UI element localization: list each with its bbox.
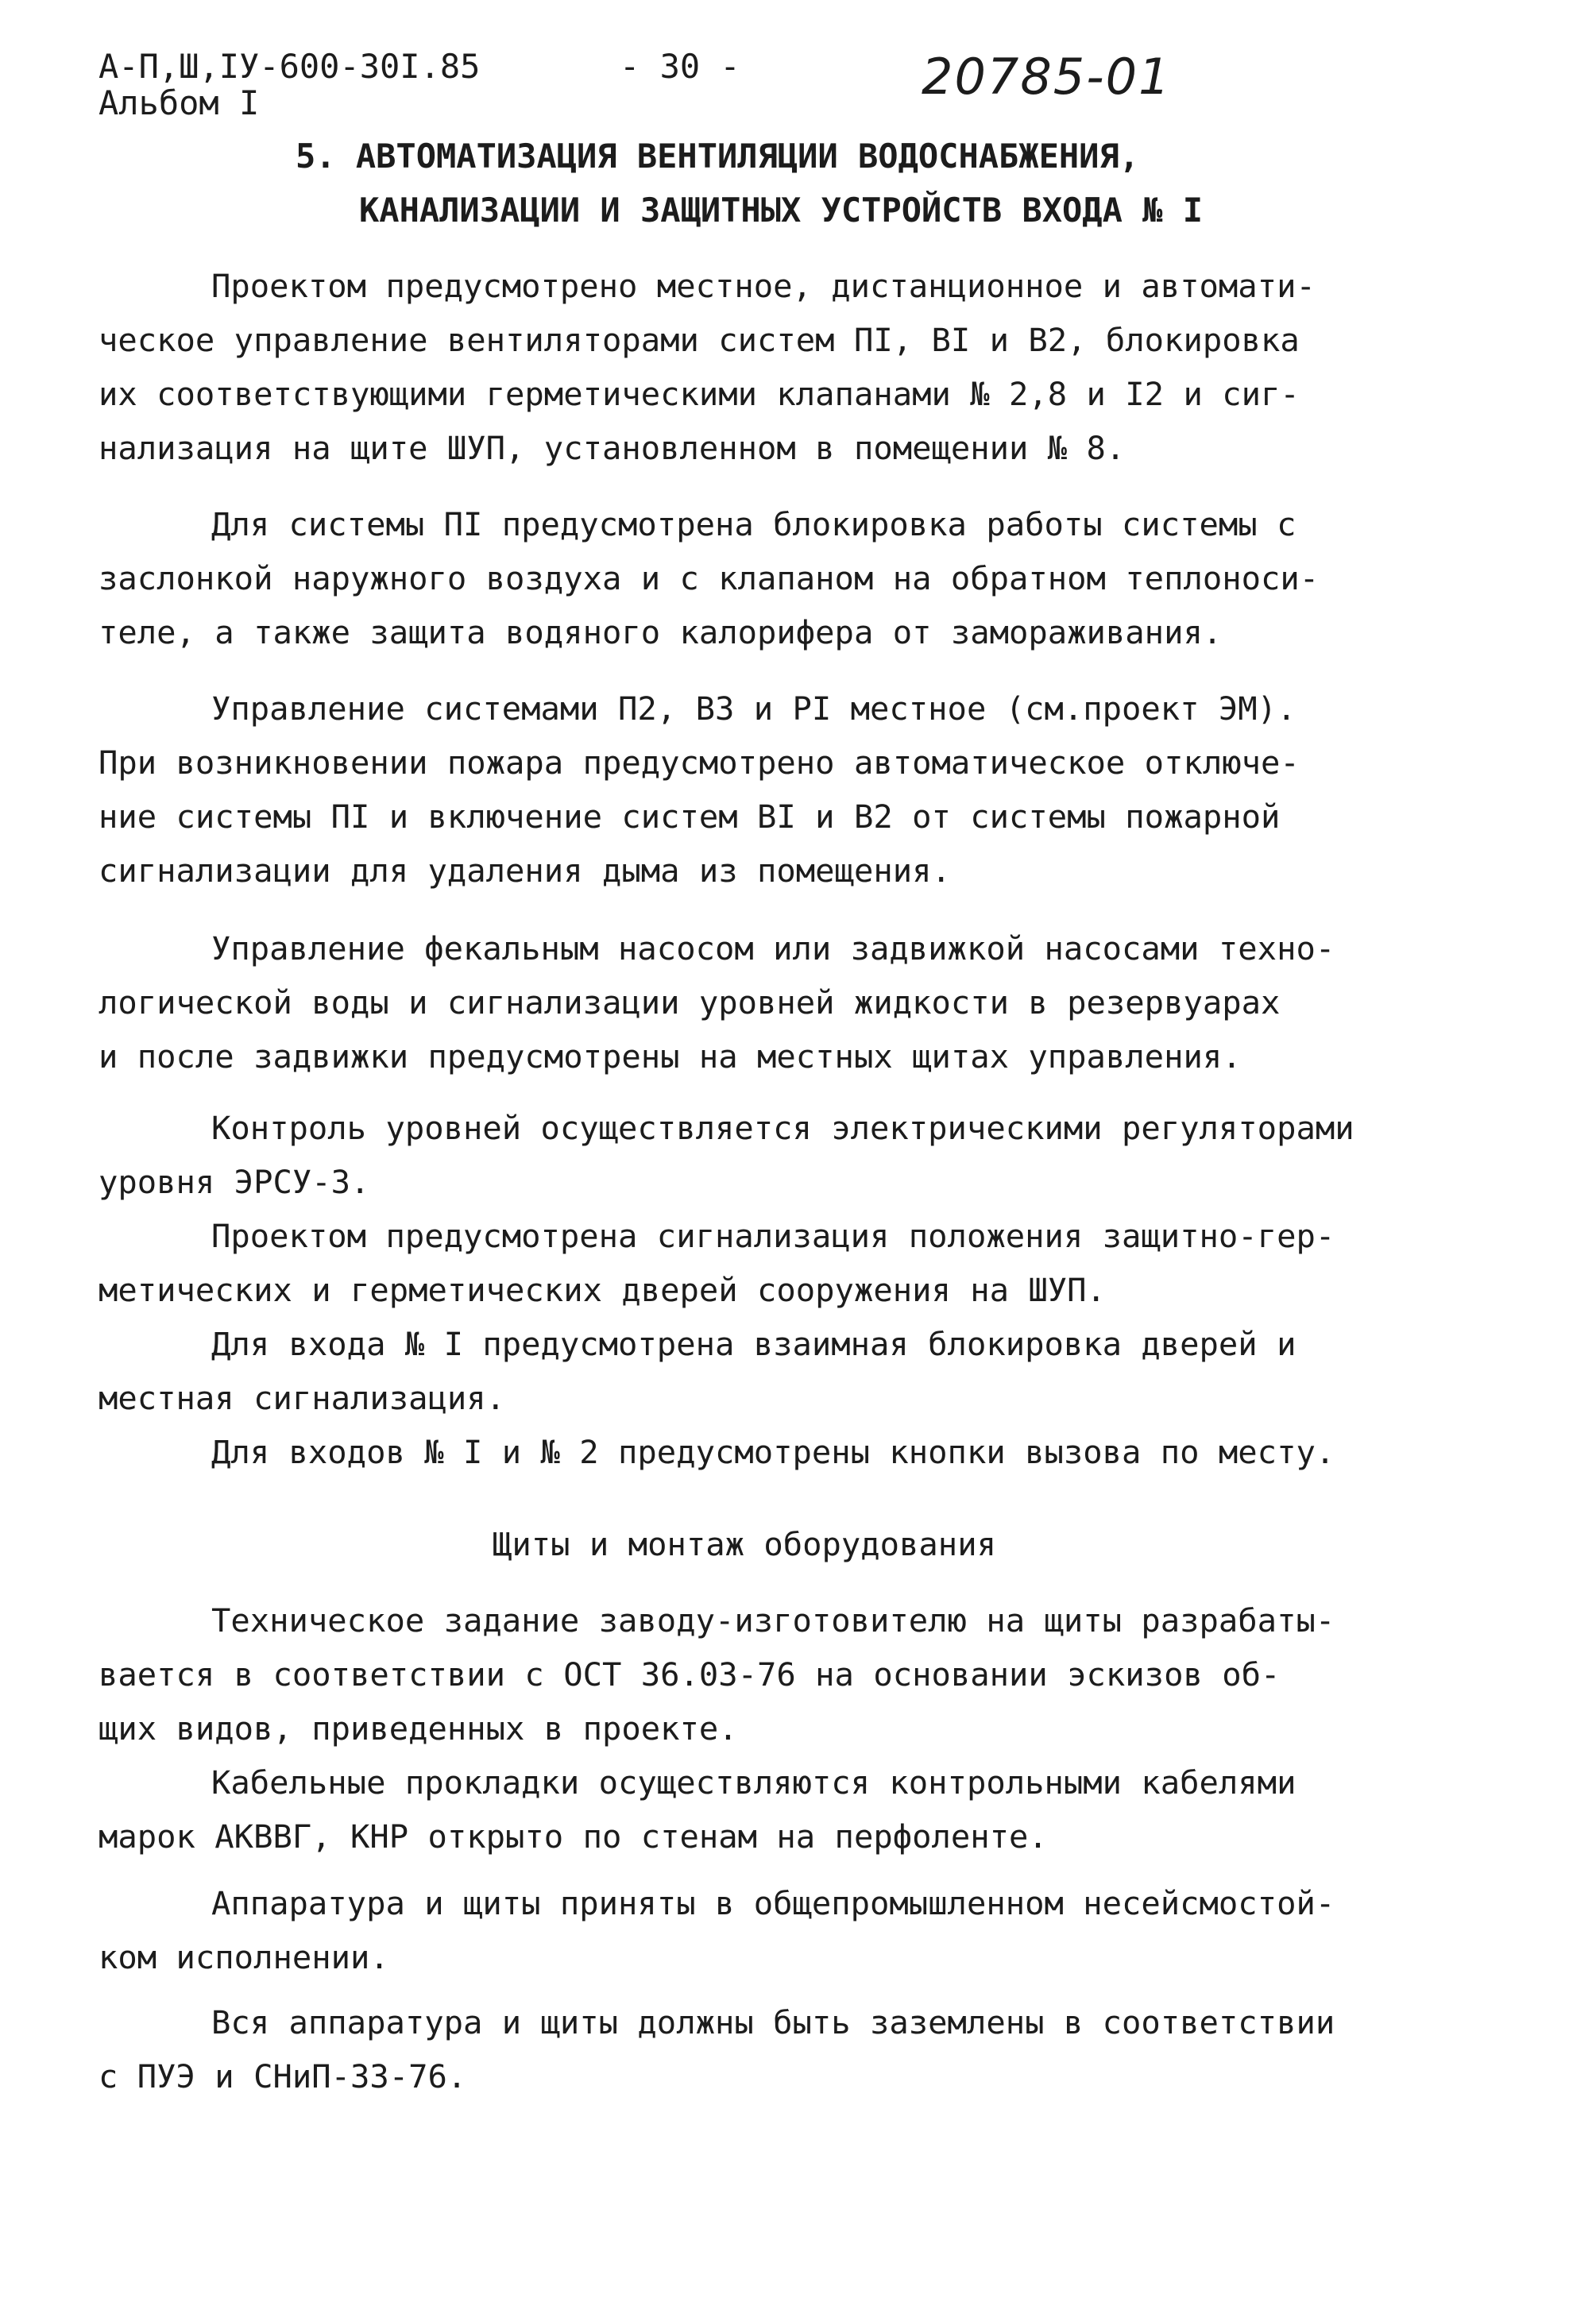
- section-title-line2: КАНАЛИЗАЦИИ И ЗАЩИТНЫХ УСТРОЙСТВ ВХОДА № I: [359, 191, 1204, 230]
- text-line: Проектом предусмотрено местное, дистанционное и автомати-: [211, 267, 1316, 305]
- paragraph: [99, 682, 1513, 898]
- text-line: Вся аппаратура и щиты должны быть заземлены в соответствии: [211, 2003, 1335, 2041]
- text-line: Управление системами П2, ВЗ и РI местное (см.проект ЭМ).: [211, 689, 1297, 728]
- text-line: Контроль уровней осуществляется электрическими регуляторами: [211, 1109, 1354, 1147]
- text-line: Аппаратура и щиты приняты в общепромышленном несейсмостой-: [211, 1884, 1335, 1922]
- text-line: щих видов, приведенных в проекте.: [99, 1709, 738, 1748]
- text-line: вается в соответствии с ОСТ 36.03-76 на основании эскизов об-: [99, 1655, 1281, 1694]
- document-code: А-П,Ш,IУ-600-30I.85: [99, 47, 481, 86]
- text-line: При возникновении пожара предусмотрено автоматическое отключе-: [99, 743, 1300, 782]
- paragraph: [99, 1593, 1513, 1755]
- handwritten-number: 20785-01: [922, 48, 1172, 106]
- text-line: и после задвижки предусмотрены на местных щитах управления.: [99, 1037, 1242, 1076]
- text-line: заслонкой наружного воздуха и с клапаном на обратном теплоноси-: [99, 559, 1320, 597]
- text-line: уровня ЭРСУ-3.: [99, 1163, 370, 1201]
- text-line: марок АКВВГ, КНР открыто по стенам на перфоленте.: [99, 1817, 1048, 1856]
- text-line: Проектом предусмотрена сигнализация положения защитно-гер-: [211, 1217, 1335, 1255]
- text-line: Для входов № I и № 2 предусмотрены кнопки вызова по месту.: [211, 1433, 1335, 1471]
- text-line: Техническое задание заводу-изготовителю на щиты разрабаты-: [211, 1601, 1335, 1639]
- text-line: ком исполнении.: [99, 1938, 389, 1976]
- paragraph: [99, 921, 1513, 1083]
- text-line: Для системы ПI предусмотрена блокировка работы системы с: [211, 505, 1297, 543]
- text-line: Для входа № I предусмотрена взаимная блокировка дверей и: [211, 1325, 1297, 1363]
- paragraph: [99, 1876, 1513, 1984]
- paragraph: [99, 259, 1513, 475]
- text-line: Кабельные прокладки осуществляются контрольными кабелями: [211, 1763, 1297, 1802]
- text-line: местная сигнализация.: [99, 1379, 506, 1417]
- text-line: нализация на щите ШУП, установленном в помещении № 8.: [99, 429, 1126, 467]
- subheading: Щиты и монтаж оборудования: [493, 1525, 996, 1563]
- paragraph: [99, 1209, 1513, 1317]
- paragraph: [99, 497, 1513, 659]
- text-line: ние системы ПI и включение систем ВI и В2 от системы пожарной: [99, 798, 1281, 836]
- paragraph: [99, 1317, 1513, 1425]
- page-number: - 30 -: [620, 47, 740, 86]
- text-line: метических и герметических дверей сооружения на ШУП.: [99, 1271, 1106, 1309]
- paragraph: [99, 1101, 1513, 1209]
- text-line: их соответствующими герметическими клапанами № 2,8 и I2 и сиг-: [99, 375, 1300, 413]
- text-line: теле, а также защита водяного калорифера от замораживания.: [99, 613, 1223, 651]
- paragraph: [99, 1425, 1513, 1479]
- text-line: логической воды и сигнализации уровней жидкости в резервуарах: [99, 983, 1281, 1022]
- paragraph: [99, 1755, 1513, 1864]
- album-label: Альбом I: [99, 83, 260, 122]
- text-line: ческое управление вентиляторами систем ПI, ВI и В2, блокировка: [99, 321, 1300, 359]
- text-line: Управление фекальным насосом или задвижкой насосами техно-: [211, 929, 1335, 967]
- text-line: сигнализации для удаления дыма из помещения.: [99, 852, 951, 890]
- paragraph: [99, 1995, 1513, 2103]
- text-line: с ПУЭ и СНиП-33-76.: [99, 2057, 467, 2095]
- section-title-line1: 5. АВТОМАТИЗАЦИЯ ВЕНТИЛЯЦИИ ВОДОСНАБЖЕНИЯ,: [296, 137, 1140, 176]
